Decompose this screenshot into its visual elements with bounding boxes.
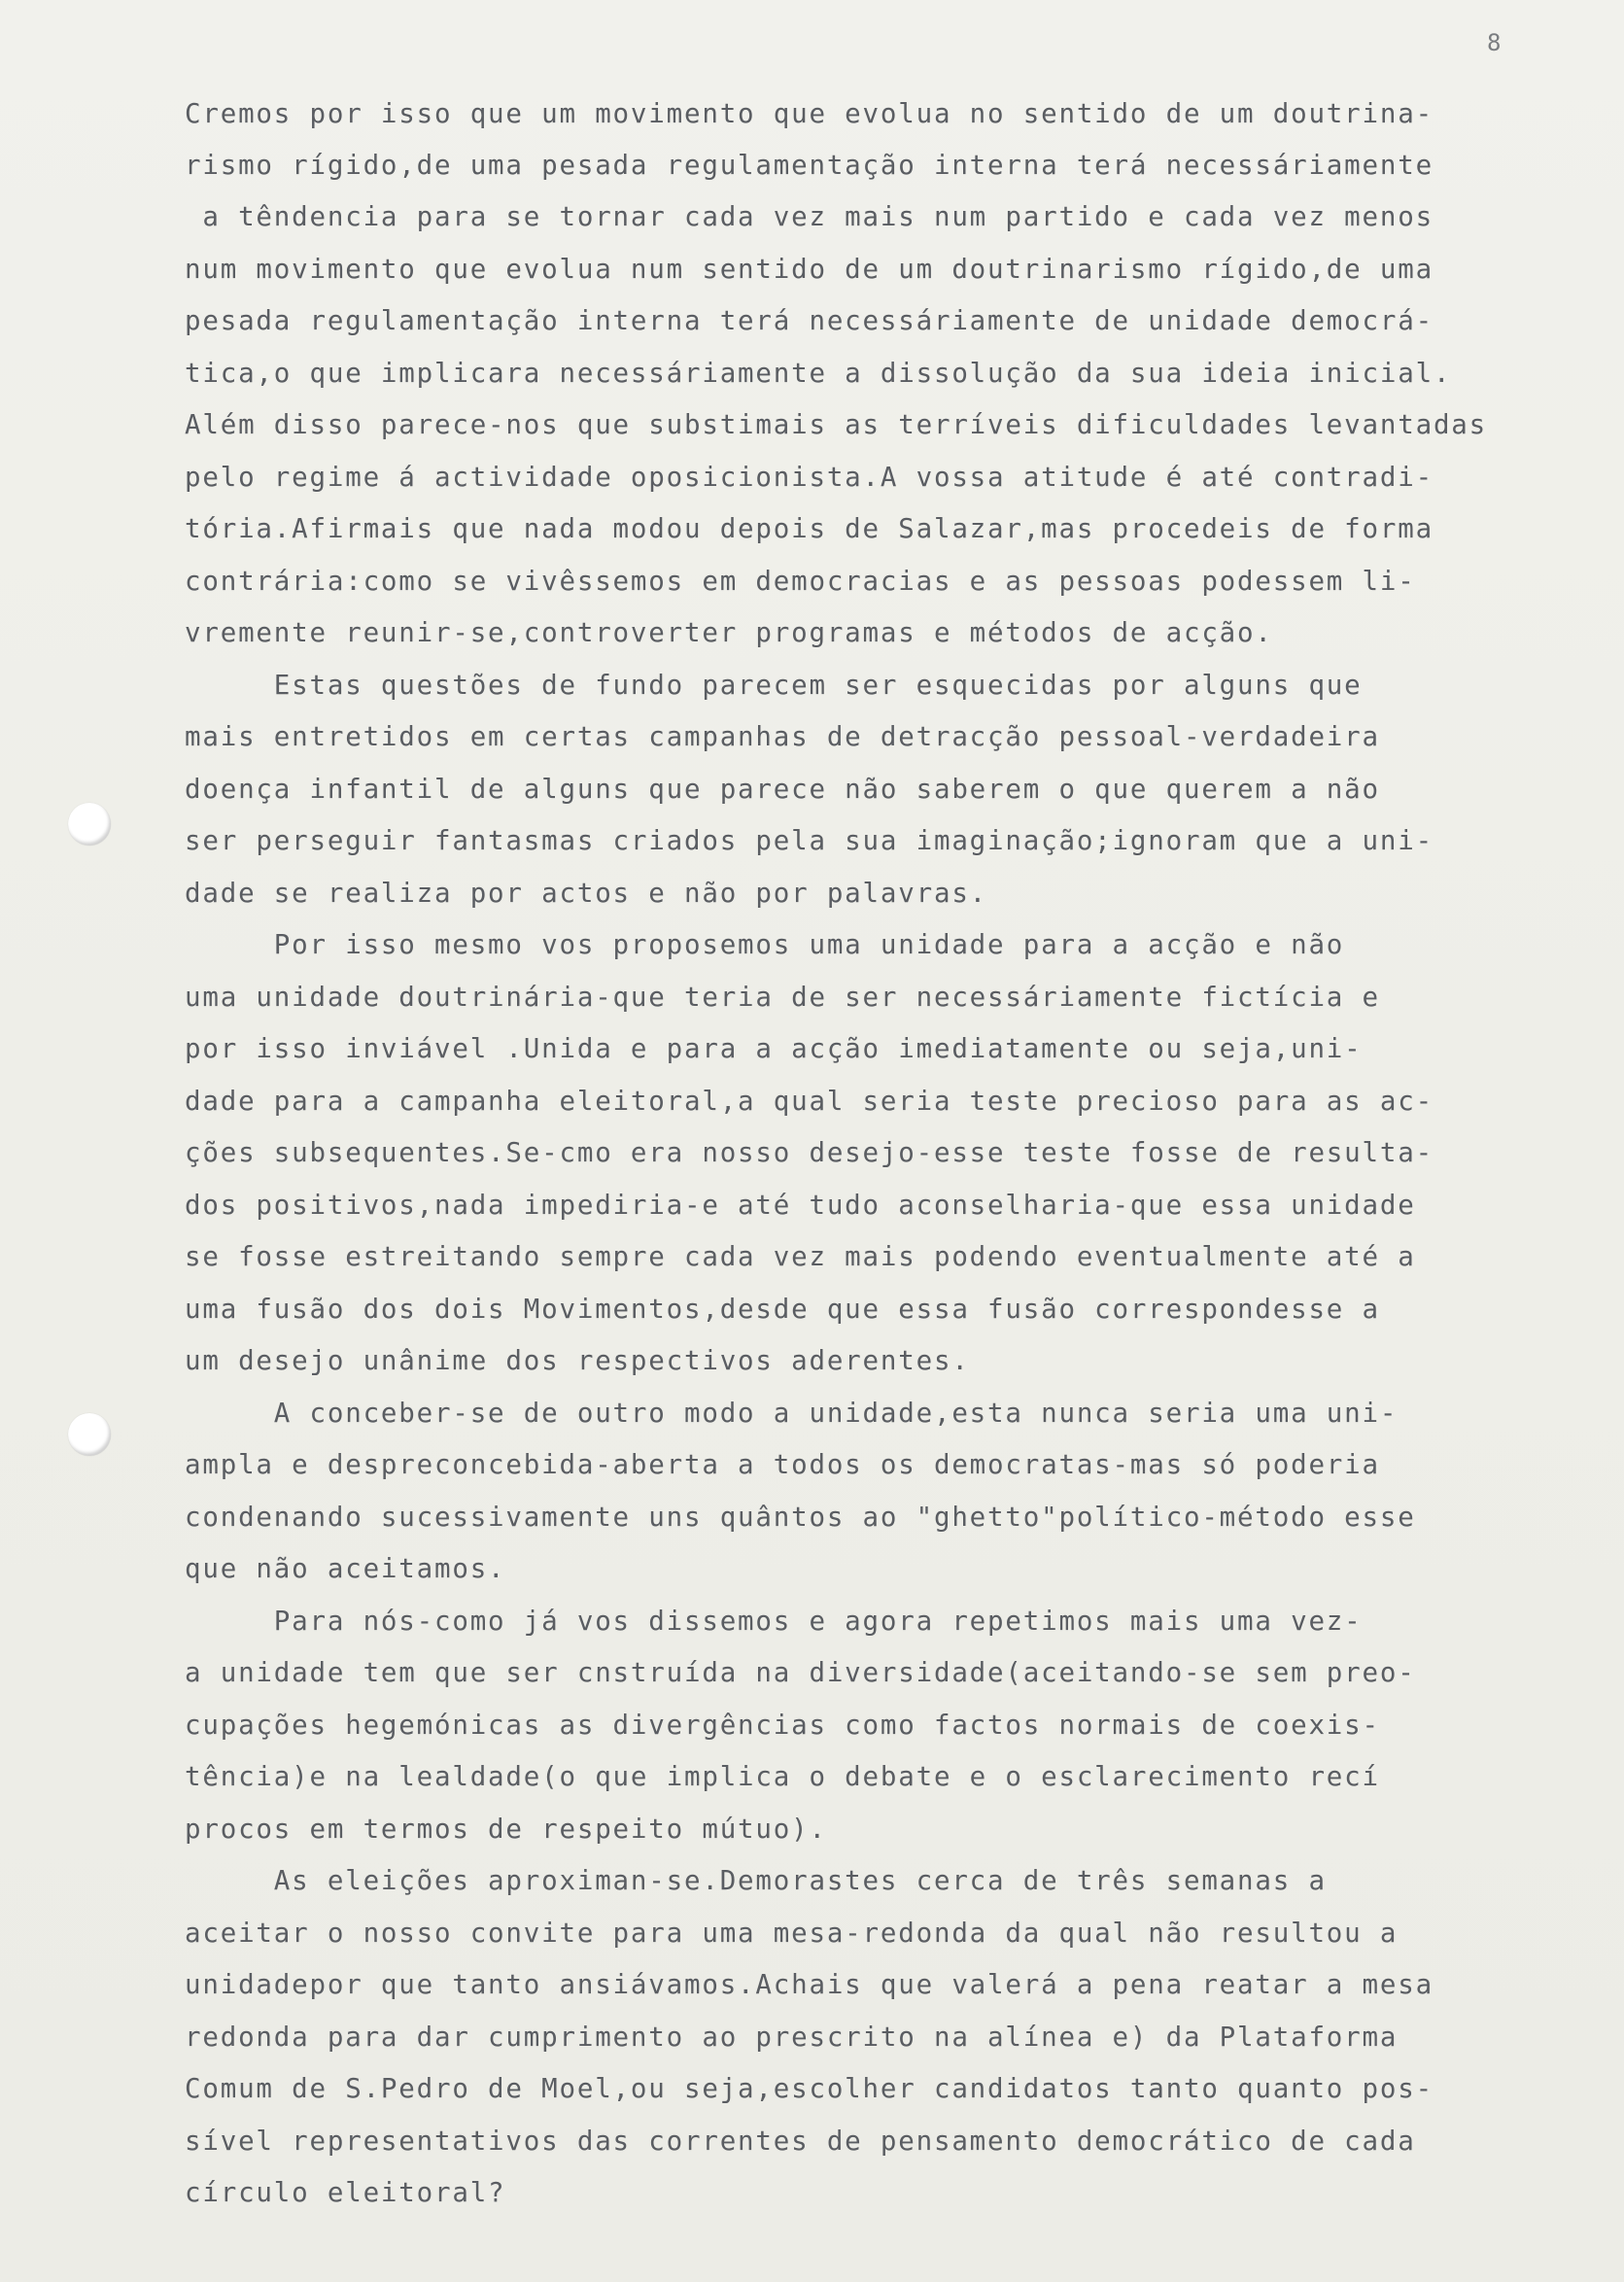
text-line: vremente reunir-se,controverter programas e métodos de acção.	[185, 617, 1273, 648]
text-line: mais entretidos em certas campanhas de detracção pessoal-verdadeira	[185, 721, 1380, 752]
text-line: Estas questões de fundo parecem ser esquecidas por alguns que	[185, 670, 1363, 701]
text-line: redonda para dar cumprimento ao prescrito na alínea e) da Plataforma	[185, 2022, 1399, 2053]
text-line: cupações hegemónicas as divergências como factos normais de coexis-	[185, 1710, 1380, 1741]
text-line: um desejo unânime dos respectivos aderentes.	[185, 1345, 970, 1376]
text-line: doença infantil de alguns que parece não saberem o que querem a não	[185, 774, 1380, 805]
text-line: condenando sucessivamente uns quântos ao "ghetto"político-método esse	[185, 1502, 1416, 1533]
text-line: ampla e despreconcebida-aberta a todos os democratas-mas só poderia	[185, 1449, 1380, 1480]
text-line: sível representativos das correntes de pensamento democrático de cada	[185, 2126, 1416, 2157]
text-line: pelo regime á actividade oposicionista.A vossa atitude é até contradi-	[185, 462, 1434, 493]
text-line: a unidade tem que ser cnstruída na diversidade(aceitando-se sem preo-	[185, 1657, 1416, 1688]
page-number: 8	[1487, 29, 1502, 56]
text-line: Para nós-como já vos dissemos e agora repetimos mais uma vez-	[185, 1606, 1363, 1637]
text-line: rismo rígido,de uma pesada regulamentação interna terá necessáriamente	[185, 150, 1434, 181]
text-line: As eleições aproximan-se.Demorastes cerca de três semanas a	[185, 1865, 1327, 1896]
text-line: se fosse estreitando sempre cada vez mais podendo eventualmente até a	[185, 1241, 1416, 1272]
text-line: ser perseguir fantasmas criados pela sua imaginação;ignoram que a uni-	[185, 825, 1434, 856]
text-line: a têndencia para se tornar cada vez mais num partido e cada vez menos	[185, 201, 1434, 232]
text-line: tica,o que implicara necessáriamente a dissolução da sua ideia inicial.	[185, 358, 1452, 389]
text-line: dade se realiza por actos e não por palavras.	[185, 878, 988, 909]
text-line: aceitar o nosso convite para uma mesa-redonda da qual não resultou a	[185, 1918, 1399, 1949]
text-line: unidadepor que tanto ansiávamos.Achais que valerá a pena reatar a mesa	[185, 1969, 1434, 2000]
text-line: ções subsequentes.Se-cmo era nosso desejo-esse teste fosse de resulta-	[185, 1137, 1434, 1168]
text-line: num movimento que evolua num sentido de um doutrinarismo rígido,de uma	[185, 254, 1434, 285]
text-line: dade para a campanha eleitoral,a qual seria teste precioso para as ac-	[185, 1086, 1434, 1117]
text-line: pesada regulamentação interna terá necessáriamente de unidade democrá-	[185, 305, 1434, 336]
text-line: tória.Afirmais que nada modou depois de Salazar,mas procedeis de forma	[185, 513, 1434, 544]
text-line: Cremos por isso que um movimento que evolua no sentido de um doutrina-	[185, 98, 1434, 129]
text-line: dos positivos,nada impediria-e até tudo aconselharia-que essa unidade	[185, 1190, 1416, 1221]
text-line: A conceber-se de outro modo a unidade,esta nunca seria uma uni-	[185, 1398, 1399, 1429]
text-line: uma unidade doutrinária-que teria de ser necessáriamente fictícia e	[185, 982, 1380, 1013]
text-line: contrária:como se vivêssemos em democracias e as pessoas podessem li-	[185, 566, 1416, 597]
text-line: Comum de S.Pedro de Moel,ou seja,escolher candidatos tanto quanto pos-	[185, 2073, 1434, 2104]
text-line: Por isso mesmo vos proposemos uma unidade para a acção e não	[185, 929, 1345, 960]
text-line: tência)e na lealdade(o que implica o debate e o esclarecimento recí	[185, 1761, 1380, 1792]
text-line: Além disso parece-nos que substimais as terríveis dificuldades levantadas	[185, 409, 1488, 440]
text-line: procos em termos de respeito mútuo).	[185, 1814, 827, 1845]
text-line: uma fusão dos dois Movimentos,desde que essa fusão correspondesse a	[185, 1294, 1380, 1325]
text-line: por isso inviável .Unida e para a acção imediatamente ou seja,uni-	[185, 1033, 1363, 1064]
text-line: círculo eleitoral?	[185, 2177, 506, 2208]
text-line: que não aceitamos.	[185, 1553, 506, 1584]
